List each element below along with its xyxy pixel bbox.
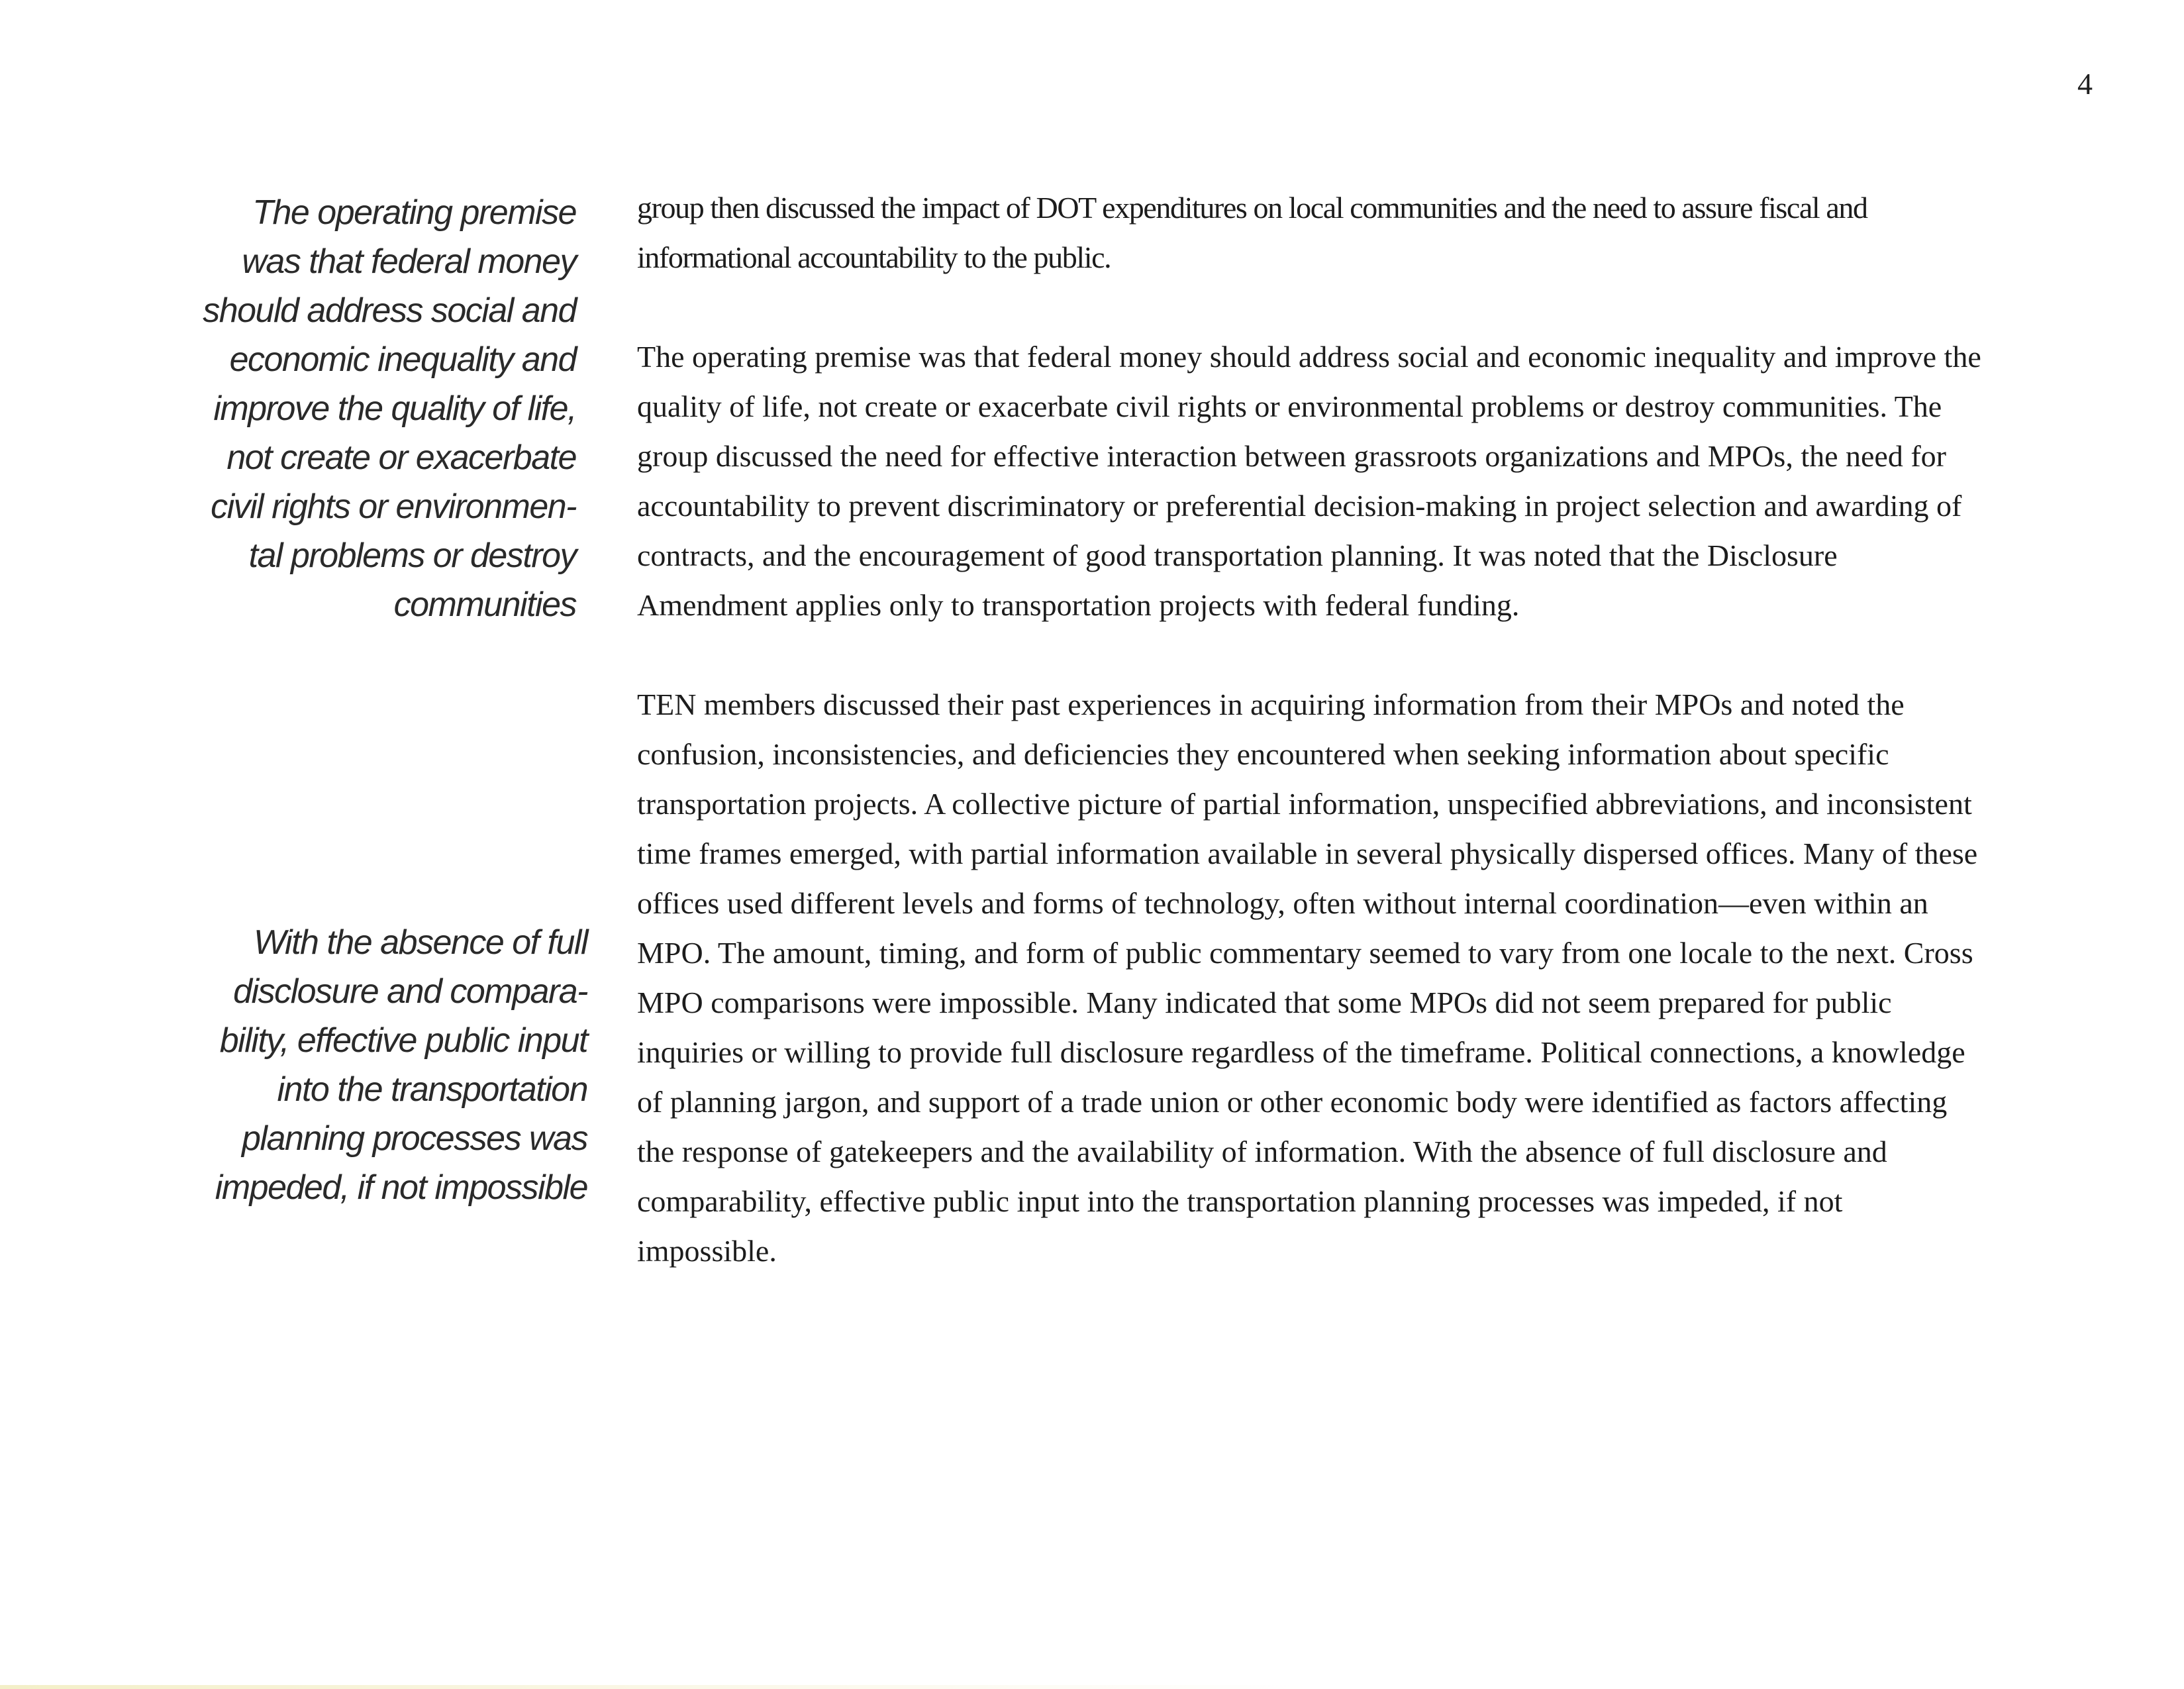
page-number: 4 (2077, 67, 2093, 101)
pullquote-line: into the transportation (277, 1070, 587, 1109)
pullquote-line: With the absence of full (253, 923, 587, 962)
pullquote-line: planning processes was (242, 1119, 587, 1158)
pullquote-line: civil rights or environmen- (211, 487, 576, 526)
pullquote-line: communities (393, 586, 576, 624)
pullquote-line: improve the quality of life, (213, 389, 576, 428)
pullquote-line: bility, effective public input (219, 1021, 587, 1060)
pullquote-operating-premise (192, 188, 576, 629)
pullquote-line: impeded, if not impossible (215, 1168, 587, 1207)
body-paragraph-accountability: group then discussed the impact of DOT expenditures on local communities and the need to assure fiscal and informational accountability to the public. (637, 191, 1867, 274)
pullquote-line: should address social and (203, 291, 576, 330)
body-text-column (637, 183, 1988, 1325)
pullquote-line: disclosure and compara- (233, 972, 587, 1011)
pullquote-line: tal problems or destroy (248, 537, 576, 575)
pullquote-line: not create or exacerbate (226, 438, 576, 477)
body-paragraph-operating-premise: The operating premise was that federal money should address social and economic inequality and improve the quality of life, not create or exacerbate civil rights or environmental problems or destroy communities. The group discussed the need for effective interaction between grassroots organizations and MPOs, the need for accountability to prevent discriminatory or preferential decision-making in project selection and awarding of contracts, and the encouragement of good transportation planning. It was noted that the Disclosure Amendment applies only to transportation projects with federal funding. (637, 340, 1981, 622)
scan-edge-shading (0, 1685, 2184, 1689)
pullquote-line: economic inequality and (229, 340, 576, 379)
body-paragraph-ten-members: TEN members discussed their past experiences in acquiring information from their MPOs and noted the confusion, inconsistencies, and deficiencies they encountered when seeking information about specific transportation projects. A collective picture of partial information, unspecified abbreviations, and inconsistent time frames emerged, with partial information available in several physically dispersed offices. Many of these offices used different levels and forms of technology, often without internal coordination—even within an MPO. The amount, timing, and form of public commentary seemed to vary from one locale to the next. Cross MPO comparisons were impossible. Many indicated that some MPOs did not seem prepared for public inquiries or willing to provide full disclosure regardless of the timeframe. Political connections, a knowledge of planning jargon, and support of a trade union or other economic body were identified as factors affecting the response of gatekeepers and the availability of information. With the absence of full disclosure and comparability, effective public input into the transportation planning processes was impeded, if not impossible. (637, 688, 1978, 1268)
pullquote-line: was that federal money (242, 242, 576, 281)
pullquote-full-disclosure (199, 918, 587, 1212)
pullquote-line: The operating premise (252, 193, 576, 232)
